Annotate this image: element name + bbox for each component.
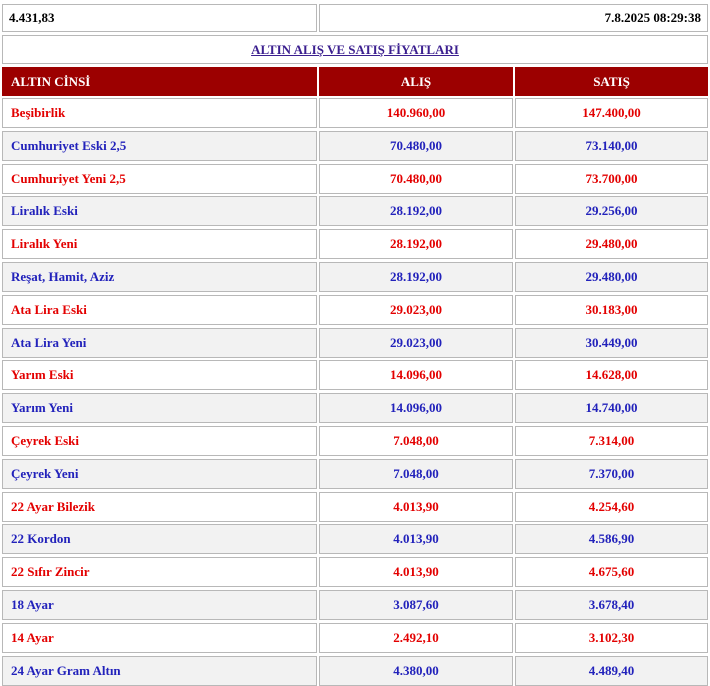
row-sell-price: 73.140,00 bbox=[515, 131, 708, 161]
column-header-sell: SATIŞ bbox=[515, 67, 708, 96]
row-buy-price: 28.192,00 bbox=[319, 229, 513, 259]
row-buy-price: 140.960,00 bbox=[319, 98, 513, 128]
row-sell-price: 30.449,00 bbox=[515, 328, 708, 358]
row-name: Cumhuriyet Yeni 2,5 bbox=[2, 164, 317, 194]
row-buy-price: 29.023,00 bbox=[319, 328, 513, 358]
row-buy-price: 7.048,00 bbox=[319, 426, 513, 456]
row-sell-price: 29.256,00 bbox=[515, 196, 708, 226]
title-link[interactable]: ALTIN ALIŞ VE SATIŞ FİYATLARI bbox=[251, 41, 459, 57]
row-sell-price: 4.254,60 bbox=[515, 492, 708, 522]
row-name: Cumhuriyet Eski 2,5 bbox=[2, 131, 317, 161]
row-buy-price: 4.013,90 bbox=[319, 557, 513, 587]
row-sell-price: 7.314,00 bbox=[515, 426, 708, 456]
row-sell-price: 73.700,00 bbox=[515, 164, 708, 194]
row-sell-price: 147.400,00 bbox=[515, 98, 708, 128]
row-buy-price: 7.048,00 bbox=[319, 459, 513, 489]
row-sell-price: 7.370,00 bbox=[515, 459, 708, 489]
row-name: 24 Ayar Gram Altın bbox=[2, 656, 317, 686]
row-name: 18 Ayar bbox=[2, 590, 317, 620]
row-name: 22 Sıfır Zincir bbox=[2, 557, 317, 587]
datetime bbox=[319, 4, 708, 32]
row-buy-price: 70.480,00 bbox=[319, 131, 513, 161]
row-buy-price: 28.192,00 bbox=[319, 262, 513, 292]
row-buy-price: 4.380,00 bbox=[319, 656, 513, 686]
row-name: Yarım Yeni bbox=[2, 393, 317, 423]
page-title bbox=[2, 35, 708, 64]
row-buy-price: 14.096,00 bbox=[319, 393, 513, 423]
price-value bbox=[2, 4, 317, 32]
row-name: Ata Lira Yeni bbox=[2, 328, 317, 358]
row-name: 22 Kordon bbox=[2, 524, 317, 554]
column-header-buy: ALIŞ bbox=[319, 67, 513, 96]
price-value-text: 4.431,83 bbox=[9, 10, 55, 25]
row-sell-price: 30.183,00 bbox=[515, 295, 708, 325]
row-buy-price: 70.480,00 bbox=[319, 164, 513, 194]
row-sell-price: 14.740,00 bbox=[515, 393, 708, 423]
row-buy-price: 3.087,60 bbox=[319, 590, 513, 620]
row-sell-price: 29.480,00 bbox=[515, 262, 708, 292]
row-sell-price: 4.675,60 bbox=[515, 557, 708, 587]
row-sell-price: 14.628,00 bbox=[515, 360, 708, 390]
row-buy-price: 2.492,10 bbox=[319, 623, 513, 653]
row-name: Reşat, Hamit, Aziz bbox=[2, 262, 317, 292]
row-name: Liralık Yeni bbox=[2, 229, 317, 259]
row-name: Çeyrek Yeni bbox=[2, 459, 317, 489]
row-sell-price: 29.480,00 bbox=[515, 229, 708, 259]
row-name: Çeyrek Eski bbox=[2, 426, 317, 456]
row-buy-price: 14.096,00 bbox=[319, 360, 513, 390]
row-buy-price: 4.013,90 bbox=[319, 524, 513, 554]
row-buy-price: 29.023,00 bbox=[319, 295, 513, 325]
row-sell-price: 3.678,40 bbox=[515, 590, 708, 620]
row-buy-price: 4.013,90 bbox=[319, 492, 513, 522]
row-sell-price: 4.489,40 bbox=[515, 656, 708, 686]
row-name: Beşibirlik bbox=[2, 98, 317, 128]
row-name: Ata Lira Eski bbox=[2, 295, 317, 325]
row-buy-price: 28.192,00 bbox=[319, 196, 513, 226]
datetime-text: 7.8.2025 08:29:38 bbox=[604, 10, 701, 25]
row-name: Liralık Eski bbox=[2, 196, 317, 226]
column-header-type: ALTIN CİNSİ bbox=[2, 67, 317, 96]
row-name: 14 Ayar bbox=[2, 623, 317, 653]
row-sell-price: 3.102,30 bbox=[515, 623, 708, 653]
row-name: 22 Ayar Bilezik bbox=[2, 492, 317, 522]
row-name: Yarım Eski bbox=[2, 360, 317, 390]
row-sell-price: 4.586,90 bbox=[515, 524, 708, 554]
